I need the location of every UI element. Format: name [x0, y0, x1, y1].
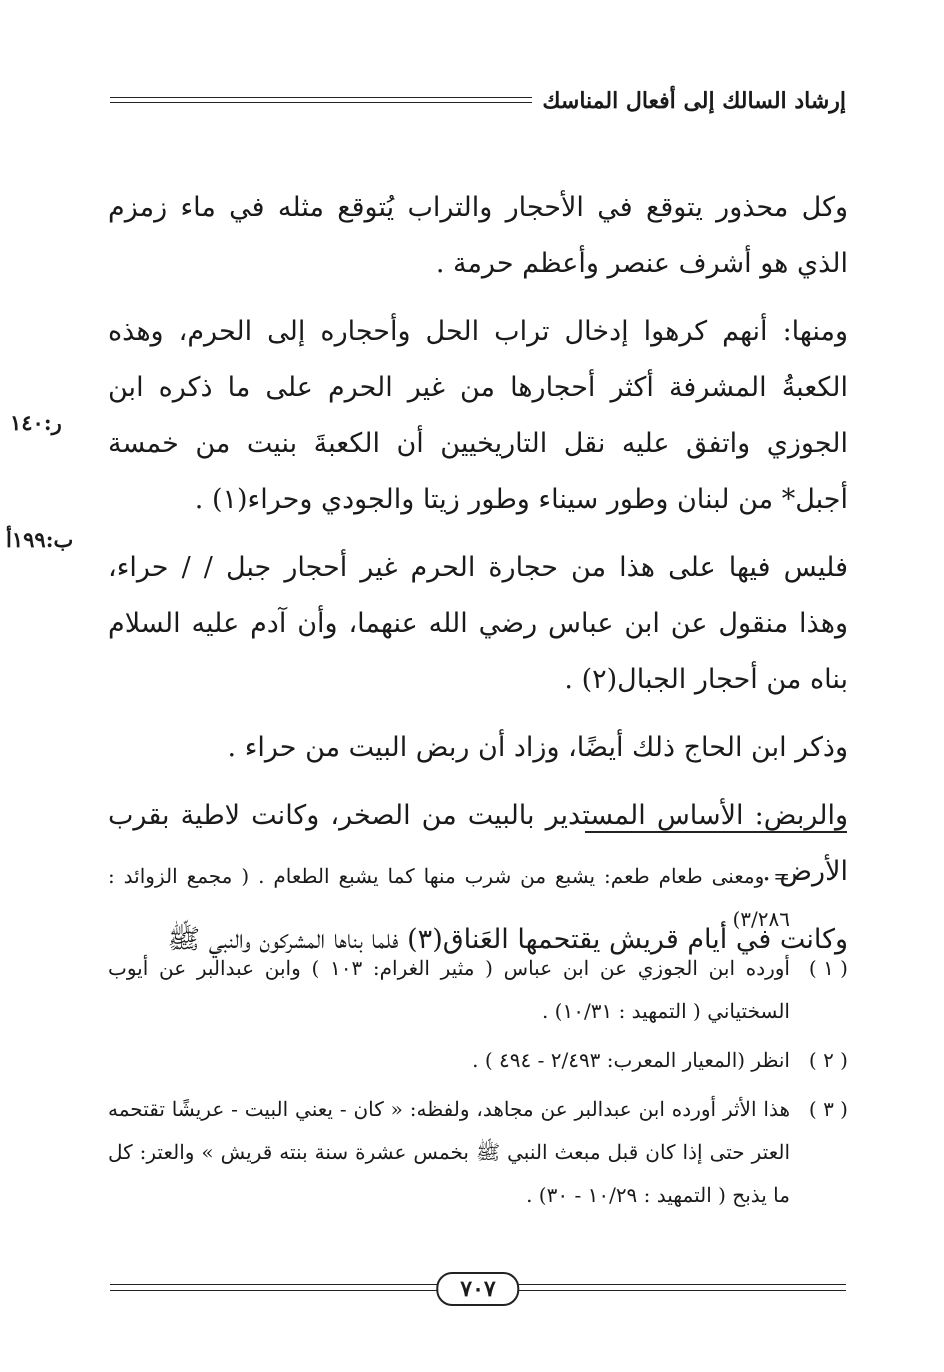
- footnote-item: [108, 1088, 848, 1217]
- running-header: [110, 88, 846, 118]
- page-footer: [110, 1272, 846, 1306]
- page-number: ٧٠٧: [436, 1272, 519, 1306]
- paragraph: وكل محذور يتوقع في الأحجار والتراب يُتوقع مثله في ماء زمزم الذي هو أشرف عنصر وأعظم حرمة .: [108, 192, 848, 279]
- footnote-text: هذا الأثر أورده ابن عبدالبر عن مجاهد، ولفظه: « كان - يعني البيت - عريشًا تقتحمه العتر حتى إذا كان قبل مبعث النبي ﷺ بخمس عشرة سنة بنته قريش » والعتر: كل ما يذبح ( التمهيد : ١٠/٢٩ - ٣٠) .: [108, 1097, 790, 1207]
- footnote-number: [790, 855, 848, 941]
- header-title: إرشاد السالك إلى أفعال المناسك: [532, 88, 846, 114]
- footnote-text: انظر (المعيار المعرب: ٢/٤٩٣ - ٤٩٤ ) .: [472, 1048, 790, 1072]
- paragraph: وذكر ابن الحاج ذلك أيضًا، وزاد أن ربض البيت من حراء .: [227, 732, 848, 763]
- footnote-number: ( ٢ ): [808, 1048, 848, 1072]
- footnote-number: ( ١ ): [808, 956, 848, 980]
- footnote-text: أورده ابن الجوزي عن ابن عباس ( مثير الغرام: ١٠٣ ) وابن عبدالبر عن أيوب السختياني ( التمهيد : ١٠/٣١) .: [108, 956, 790, 1023]
- footnotes: [108, 855, 848, 1223]
- footnote-item: [108, 855, 848, 941]
- footnote-text: = ومعنى طعام طعم: يشبع من شرب منها كما يشبع الطعام . ( مجمع الزوائد : ٣/٢٨٦) .: [108, 864, 790, 931]
- paragraph: ومنها: أنهم كرهوا إدخال تراب الحل وأحجاره إلى الحرم، وهذه الكعبةُ المشرفة أكثر أحجارها من غير الحرم على ما ذكره ابن الجوزي واتفق عليه نقل التاريخيين أن الكعبةَ بنيت من خمسة أجبل* من لبنان وطور سيناء وطور زيتا والجودي وحراء(١) .: [108, 316, 848, 515]
- footnote-number: ( ٣ ): [808, 1097, 848, 1121]
- margin-note-manuscript-r: ر:١٤٠: [10, 410, 62, 435]
- footnote-separator: [585, 831, 847, 833]
- paragraph: والربض: الأساس المستدير بالبيت من الصخر، وكانت لاطية بقرب الأرض .: [108, 800, 848, 887]
- paragraph: فليس فيها على هذا من حجارة الحرم غير أحجار جبل / / حراء، وهذا منقول عن ابن عباس رضي الله عنهما، وأن آدم عليه السلام بناه من أحجار الجبال(٢) .: [108, 552, 848, 695]
- paragraph: وكانت في أيام قريش يقتحمها العَناق(٣) فلما بناها المشركون والنبي ﷺ: [167, 924, 848, 955]
- footnote-item: [108, 1039, 848, 1082]
- footnote-item: [108, 947, 848, 1033]
- margin-note-manuscript-b: ب:١٩٩أ: [6, 527, 74, 552]
